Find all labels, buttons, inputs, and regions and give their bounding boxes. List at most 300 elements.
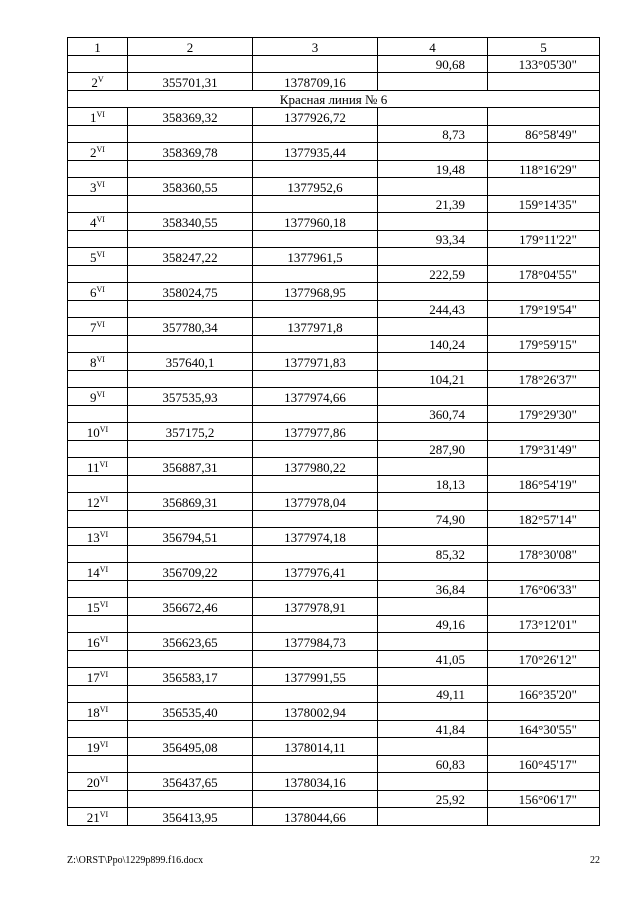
segment-direction-angle: 178°30'08" bbox=[488, 545, 600, 563]
empty-cell bbox=[68, 370, 128, 388]
empty-cell bbox=[128, 125, 253, 143]
segment-length: 25,92 bbox=[378, 790, 488, 808]
point-y-coordinate: 1377984,73 bbox=[253, 633, 378, 651]
point-x-coordinate: 358360,55 bbox=[128, 178, 253, 196]
empty-cell bbox=[378, 668, 488, 686]
segment-row bbox=[68, 195, 600, 213]
point-number-superscript: VI bbox=[96, 389, 105, 399]
empty-cell bbox=[128, 195, 253, 213]
point-x-coordinate: 356794,51 bbox=[128, 528, 253, 546]
point-number-main: 15 bbox=[86, 599, 100, 615]
empty-cell bbox=[253, 55, 378, 73]
empty-cell bbox=[253, 300, 378, 318]
point-number-superscript: VI bbox=[96, 144, 105, 154]
point-y-coordinate: 1378044,66 bbox=[253, 808, 378, 826]
segment-length: 85,32 bbox=[378, 545, 488, 563]
segment-direction-angle: 179°31'49" bbox=[488, 440, 600, 458]
segment-direction-angle: 173°12'01" bbox=[488, 615, 600, 633]
point-y-coordinate: 1377977,86 bbox=[253, 423, 378, 441]
empty-cell bbox=[378, 143, 488, 161]
point-number-main: 2 bbox=[91, 74, 98, 90]
point-y-coordinate: 1377960,18 bbox=[253, 213, 378, 231]
empty-cell bbox=[488, 528, 600, 546]
point-number-superscript: VI bbox=[99, 424, 109, 434]
point-number-superscript: VI bbox=[99, 564, 109, 574]
empty-cell bbox=[68, 720, 128, 738]
point-x-coordinate: 358369,32 bbox=[128, 108, 253, 126]
empty-cell bbox=[378, 353, 488, 371]
point-number-superscript: VI bbox=[99, 494, 109, 504]
segment-length: 222,59 bbox=[378, 265, 488, 283]
point-row bbox=[68, 738, 600, 756]
segment-row bbox=[68, 685, 600, 703]
empty-cell bbox=[68, 55, 128, 73]
point-y-coordinate: 1377980,22 bbox=[253, 458, 378, 476]
point-number-main: 21 bbox=[86, 809, 100, 825]
point-number-superscript: VI bbox=[99, 669, 109, 679]
point-y-coordinate: 1377968,95 bbox=[253, 283, 378, 301]
point-y-coordinate: 1378014,11 bbox=[253, 738, 378, 756]
segment-direction-angle: 164°30'55" bbox=[488, 720, 600, 738]
point-x-coordinate: 357780,34 bbox=[128, 318, 253, 336]
segment-direction-angle: 178°04'55" bbox=[488, 265, 600, 283]
point-number-main: 11 bbox=[87, 459, 100, 475]
empty-cell bbox=[68, 475, 128, 493]
empty-cell bbox=[128, 475, 253, 493]
empty-cell bbox=[68, 685, 128, 703]
point-number-main: 13 bbox=[86, 529, 100, 545]
point-y-coordinate: 1377935,44 bbox=[253, 143, 378, 161]
empty-cell bbox=[488, 318, 600, 336]
point-x-coordinate: 358024,75 bbox=[128, 283, 253, 301]
coordinates-table-body bbox=[68, 38, 600, 826]
point-number-superscript: VI bbox=[99, 599, 109, 609]
empty-cell bbox=[488, 458, 600, 476]
point-number-superscript: VI bbox=[99, 774, 109, 784]
point-number-main: 16 bbox=[86, 634, 100, 650]
point-row bbox=[68, 213, 600, 231]
empty-cell bbox=[253, 195, 378, 213]
point-row bbox=[68, 598, 600, 616]
empty-cell bbox=[253, 475, 378, 493]
coordinates-table bbox=[67, 37, 600, 826]
empty-cell bbox=[253, 650, 378, 668]
empty-cell bbox=[488, 353, 600, 371]
empty-cell bbox=[488, 633, 600, 651]
empty-cell bbox=[68, 650, 128, 668]
point-x-coordinate: 357640,1 bbox=[128, 353, 253, 371]
segment-row bbox=[68, 545, 600, 563]
segment-row bbox=[68, 335, 600, 353]
segment-length: 104,21 bbox=[378, 370, 488, 388]
section-title-row bbox=[68, 90, 600, 108]
point-x-coordinate: 357535,93 bbox=[128, 388, 253, 406]
segment-length: 41,05 bbox=[378, 650, 488, 668]
point-x-coordinate: 356709,22 bbox=[128, 563, 253, 581]
point-number bbox=[68, 773, 128, 791]
header-col-3: 3 bbox=[253, 38, 378, 56]
empty-cell bbox=[128, 790, 253, 808]
segment-row bbox=[68, 160, 600, 178]
empty-cell bbox=[488, 178, 600, 196]
point-number bbox=[68, 703, 128, 721]
empty-cell bbox=[488, 248, 600, 266]
footer-file-path: Z:\ORST\Ppo\1229p899.f16.docx bbox=[67, 855, 204, 866]
point-number-main: 4 bbox=[90, 214, 97, 230]
empty-cell bbox=[253, 125, 378, 143]
segment-length: 18,13 bbox=[378, 475, 488, 493]
empty-cell bbox=[488, 703, 600, 721]
point-row bbox=[68, 458, 600, 476]
segment-length: 8,73 bbox=[378, 125, 488, 143]
section-title: Красная линия № 6 bbox=[68, 90, 600, 108]
segment-direction-angle: 179°29'30" bbox=[488, 405, 600, 423]
point-y-coordinate: 1377926,72 bbox=[253, 108, 378, 126]
point-number-superscript: VI bbox=[96, 354, 105, 364]
point-number-main: 2 bbox=[90, 144, 97, 160]
point-number-superscript: VI bbox=[96, 214, 105, 224]
point-number-superscript: VI bbox=[96, 179, 105, 189]
point-x-coordinate: 356672,46 bbox=[128, 598, 253, 616]
point-number bbox=[68, 633, 128, 651]
point-y-coordinate: 1378034,16 bbox=[253, 773, 378, 791]
point-row bbox=[68, 388, 600, 406]
footer-page-number: 22 bbox=[590, 855, 600, 866]
point-x-coordinate: 356413,95 bbox=[128, 808, 253, 826]
segment-direction-angle: 182°57'14" bbox=[488, 510, 600, 528]
point-number-main: 10 bbox=[86, 424, 100, 440]
empty-cell bbox=[378, 108, 488, 126]
empty-cell bbox=[253, 685, 378, 703]
point-row bbox=[68, 808, 600, 826]
point-row bbox=[68, 633, 600, 651]
point-number-superscript: VI bbox=[99, 704, 109, 714]
empty-cell bbox=[378, 633, 488, 651]
point-number-main: 3 bbox=[90, 179, 97, 195]
point-number bbox=[68, 388, 128, 406]
empty-cell bbox=[253, 440, 378, 458]
empty-cell bbox=[68, 545, 128, 563]
point-number bbox=[68, 143, 128, 161]
segment-direction-angle: 179°19'54" bbox=[488, 300, 600, 318]
point-x-coordinate: 358247,22 bbox=[128, 248, 253, 266]
empty-cell bbox=[488, 283, 600, 301]
point-row bbox=[68, 528, 600, 546]
empty-cell bbox=[378, 773, 488, 791]
empty-cell bbox=[378, 738, 488, 756]
point-x-coordinate: 358340,55 bbox=[128, 213, 253, 231]
point-row bbox=[68, 423, 600, 441]
empty-cell bbox=[68, 195, 128, 213]
empty-cell bbox=[378, 388, 488, 406]
point-row bbox=[68, 283, 600, 301]
empty-cell bbox=[128, 265, 253, 283]
point-number bbox=[68, 458, 128, 476]
point-number bbox=[68, 563, 128, 581]
point-number bbox=[68, 808, 128, 826]
point-y-coordinate: 1377978,04 bbox=[253, 493, 378, 511]
empty-cell bbox=[378, 73, 488, 91]
header-col-2: 2 bbox=[128, 38, 253, 56]
point-y-coordinate: 1378002,94 bbox=[253, 703, 378, 721]
empty-cell bbox=[128, 755, 253, 773]
empty-cell bbox=[488, 143, 600, 161]
point-y-coordinate: 1377978,91 bbox=[253, 598, 378, 616]
empty-cell bbox=[128, 405, 253, 423]
point-number-main: 7 bbox=[90, 319, 97, 335]
segment-row bbox=[68, 720, 600, 738]
empty-cell bbox=[253, 405, 378, 423]
point-y-coordinate: 1377991,55 bbox=[253, 668, 378, 686]
empty-cell bbox=[378, 213, 488, 231]
segment-length: 49,11 bbox=[378, 685, 488, 703]
empty-cell bbox=[253, 545, 378, 563]
segment-direction-angle: 186°54'19" bbox=[488, 475, 600, 493]
segment-row bbox=[68, 510, 600, 528]
point-row bbox=[68, 73, 600, 91]
segment-length: 36,84 bbox=[378, 580, 488, 598]
empty-cell bbox=[128, 230, 253, 248]
segment-direction-angle: 159°14'35" bbox=[488, 195, 600, 213]
empty-cell bbox=[378, 563, 488, 581]
empty-cell bbox=[378, 283, 488, 301]
segment-row bbox=[68, 230, 600, 248]
point-x-coordinate: 356583,17 bbox=[128, 668, 253, 686]
empty-cell bbox=[128, 55, 253, 73]
point-number-main: 8 bbox=[90, 354, 97, 370]
empty-cell bbox=[378, 318, 488, 336]
segment-row bbox=[68, 615, 600, 633]
empty-cell bbox=[488, 388, 600, 406]
point-number-main: 14 bbox=[86, 564, 100, 580]
segment-length: 244,43 bbox=[378, 300, 488, 318]
segment-direction-angle: 166°35'20" bbox=[488, 685, 600, 703]
empty-cell bbox=[253, 160, 378, 178]
empty-cell bbox=[378, 493, 488, 511]
segment-direction-angle: 118°16'29" bbox=[488, 160, 600, 178]
empty-cell bbox=[488, 423, 600, 441]
empty-cell bbox=[253, 265, 378, 283]
segment-row bbox=[68, 405, 600, 423]
segment-row bbox=[68, 580, 600, 598]
empty-cell bbox=[378, 598, 488, 616]
empty-cell bbox=[488, 668, 600, 686]
segment-length: 360,74 bbox=[378, 405, 488, 423]
point-x-coordinate: 356535,40 bbox=[128, 703, 253, 721]
point-number bbox=[68, 178, 128, 196]
segment-length: 49,16 bbox=[378, 615, 488, 633]
empty-cell bbox=[68, 510, 128, 528]
empty-cell bbox=[253, 335, 378, 353]
empty-cell bbox=[378, 178, 488, 196]
empty-cell bbox=[68, 615, 128, 633]
point-x-coordinate: 356495,08 bbox=[128, 738, 253, 756]
point-number-superscript: VI bbox=[99, 459, 108, 469]
point-number bbox=[68, 283, 128, 301]
empty-cell bbox=[488, 598, 600, 616]
header-row bbox=[68, 38, 600, 56]
point-number bbox=[68, 353, 128, 371]
empty-cell bbox=[128, 580, 253, 598]
point-row bbox=[68, 143, 600, 161]
segment-length: 140,24 bbox=[378, 335, 488, 353]
empty-cell bbox=[488, 108, 600, 126]
empty-cell bbox=[68, 790, 128, 808]
segment-row bbox=[68, 755, 600, 773]
point-number-main: 9 bbox=[90, 389, 97, 405]
segment-row bbox=[68, 55, 600, 73]
empty-cell bbox=[488, 493, 600, 511]
empty-cell bbox=[488, 738, 600, 756]
segment-direction-angle: 179°11'22" bbox=[488, 230, 600, 248]
point-y-coordinate: 1377971,8 bbox=[253, 318, 378, 336]
segment-row bbox=[68, 300, 600, 318]
point-number-main: 17 bbox=[86, 669, 100, 685]
empty-cell bbox=[128, 650, 253, 668]
segment-length: 74,90 bbox=[378, 510, 488, 528]
header-col-4: 4 bbox=[378, 38, 488, 56]
point-row bbox=[68, 668, 600, 686]
point-x-coordinate: 356623,65 bbox=[128, 633, 253, 651]
point-number-superscript: VI bbox=[99, 529, 109, 539]
segment-direction-angle: 156°06'17" bbox=[488, 790, 600, 808]
empty-cell bbox=[68, 335, 128, 353]
segment-direction-angle: 133°05'30" bbox=[488, 55, 600, 73]
point-number bbox=[68, 318, 128, 336]
empty-cell bbox=[68, 405, 128, 423]
empty-cell bbox=[253, 720, 378, 738]
point-number-superscript: VI bbox=[99, 739, 109, 749]
point-number bbox=[68, 528, 128, 546]
segment-direction-angle: 170°26'12" bbox=[488, 650, 600, 668]
empty-cell bbox=[253, 755, 378, 773]
empty-cell bbox=[488, 213, 600, 231]
empty-cell bbox=[378, 703, 488, 721]
empty-cell bbox=[128, 510, 253, 528]
point-number bbox=[68, 248, 128, 266]
segment-direction-angle: 86°58'49" bbox=[488, 125, 600, 143]
empty-cell bbox=[128, 615, 253, 633]
segment-direction-angle: 160°45'17" bbox=[488, 755, 600, 773]
point-number-main: 6 bbox=[90, 284, 97, 300]
point-number bbox=[68, 423, 128, 441]
segment-row bbox=[68, 370, 600, 388]
point-number-superscript: VI bbox=[96, 109, 105, 119]
point-x-coordinate: 357175,2 bbox=[128, 423, 253, 441]
point-number-main: 19 bbox=[86, 739, 100, 755]
empty-cell bbox=[128, 160, 253, 178]
point-number-superscript: VI bbox=[96, 249, 105, 259]
point-row bbox=[68, 248, 600, 266]
point-number bbox=[68, 598, 128, 616]
point-number-superscript: VI bbox=[96, 319, 105, 329]
point-y-coordinate: 1377961,5 bbox=[253, 248, 378, 266]
empty-cell bbox=[128, 300, 253, 318]
segment-row bbox=[68, 125, 600, 143]
empty-cell bbox=[488, 73, 600, 91]
point-number-main: 1 bbox=[90, 109, 97, 125]
point-number bbox=[68, 738, 128, 756]
empty-cell bbox=[68, 440, 128, 458]
empty-cell bbox=[128, 335, 253, 353]
point-number bbox=[68, 73, 128, 91]
empty-cell bbox=[488, 563, 600, 581]
point-x-coordinate: 356869,31 bbox=[128, 493, 253, 511]
segment-length: 60,83 bbox=[378, 755, 488, 773]
empty-cell bbox=[68, 125, 128, 143]
empty-cell bbox=[253, 615, 378, 633]
empty-cell bbox=[488, 808, 600, 826]
point-row bbox=[68, 318, 600, 336]
segment-direction-angle: 179°59'15" bbox=[488, 335, 600, 353]
point-number-superscript: V bbox=[97, 74, 104, 84]
empty-cell bbox=[68, 265, 128, 283]
segment-row bbox=[68, 650, 600, 668]
segment-length: 21,39 bbox=[378, 195, 488, 213]
point-number-main: 5 bbox=[90, 249, 97, 265]
empty-cell bbox=[128, 685, 253, 703]
point-x-coordinate: 358369,78 bbox=[128, 143, 253, 161]
point-number bbox=[68, 108, 128, 126]
empty-cell bbox=[378, 528, 488, 546]
segment-row bbox=[68, 790, 600, 808]
segment-direction-angle: 176°06'33" bbox=[488, 580, 600, 598]
empty-cell bbox=[378, 423, 488, 441]
point-y-coordinate: 1378709,16 bbox=[253, 73, 378, 91]
segment-length: 19,48 bbox=[378, 160, 488, 178]
empty-cell bbox=[253, 510, 378, 528]
empty-cell bbox=[378, 808, 488, 826]
empty-cell bbox=[128, 720, 253, 738]
point-y-coordinate: 1377971,83 bbox=[253, 353, 378, 371]
header-col-1: 1 bbox=[68, 38, 128, 56]
empty-cell bbox=[253, 370, 378, 388]
point-row bbox=[68, 493, 600, 511]
point-number bbox=[68, 493, 128, 511]
point-number-superscript: VI bbox=[96, 284, 105, 294]
point-row bbox=[68, 563, 600, 581]
point-row bbox=[68, 773, 600, 791]
empty-cell bbox=[378, 458, 488, 476]
point-x-coordinate: 355701,31 bbox=[128, 73, 253, 91]
empty-cell bbox=[68, 300, 128, 318]
empty-cell bbox=[68, 230, 128, 248]
segment-length: 90,68 bbox=[378, 55, 488, 73]
empty-cell bbox=[378, 248, 488, 266]
empty-cell bbox=[128, 545, 253, 563]
empty-cell bbox=[68, 580, 128, 598]
point-y-coordinate: 1377952,6 bbox=[253, 178, 378, 196]
segment-row bbox=[68, 440, 600, 458]
segment-row bbox=[68, 265, 600, 283]
empty-cell bbox=[68, 160, 128, 178]
empty-cell bbox=[488, 773, 600, 791]
segment-length: 93,34 bbox=[378, 230, 488, 248]
point-x-coordinate: 356437,65 bbox=[128, 773, 253, 791]
segment-length: 287,90 bbox=[378, 440, 488, 458]
point-number-main: 12 bbox=[86, 494, 100, 510]
point-row bbox=[68, 353, 600, 371]
point-number bbox=[68, 668, 128, 686]
empty-cell bbox=[253, 580, 378, 598]
segment-length: 41,84 bbox=[378, 720, 488, 738]
point-row bbox=[68, 178, 600, 196]
point-number-superscript: VI bbox=[99, 634, 109, 644]
point-number-superscript: VI bbox=[99, 809, 109, 819]
empty-cell bbox=[253, 790, 378, 808]
segment-direction-angle: 178°26'37" bbox=[488, 370, 600, 388]
point-x-coordinate: 356887,31 bbox=[128, 458, 253, 476]
